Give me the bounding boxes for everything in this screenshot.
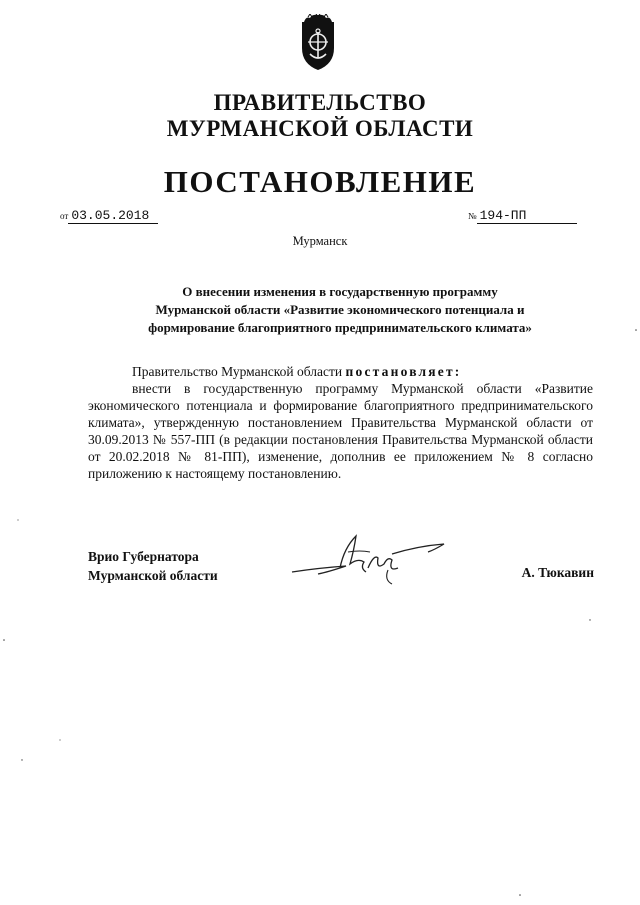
document-date	[60, 207, 158, 224]
document-body	[88, 363, 593, 482]
document-type: ПОСТАНОВЛЕНИЕ	[163, 164, 477, 199]
subject-line3: формирование благоприятного предпринимательского климата»	[148, 320, 532, 335]
subject-line1: О внесении изменения в государственную программу	[182, 284, 498, 299]
city: Мурманск	[292, 234, 348, 248]
document-number	[468, 207, 577, 224]
signatory-role	[88, 547, 218, 585]
body-paragraph: внести в государственную программу Мурманской области «Развитие экономического потенциала и формирование благоприятного предпринимательского климата», утвержденную постановлением Правительства Мурманской области от 30.09.2013 № 557-ПП (в редакции постановления Правительства Мурманской области от 20.02.2018 № 81-ПП), изменение, дополнив ее приложением № 8 согласно приложению к настоящему постановлению.	[88, 381, 593, 481]
org-name-line2: МУРМАНСКОЙ ОБЛАСТИ	[166, 116, 474, 141]
org-name-line1: ПРАВИТЕЛЬСТВО	[213, 90, 427, 115]
handwritten-signature	[288, 528, 448, 586]
subject-line2: Мурманской области «Развитие экономического потенциала и	[155, 302, 525, 317]
document-subject	[110, 283, 570, 337]
date-prefix: от	[60, 211, 69, 221]
role-line2: Мурманской области	[88, 568, 218, 583]
number-value: 194-ПП	[477, 208, 577, 224]
intro-text: Правительство Мурманской области	[132, 364, 346, 379]
date-value: 03.05.2018	[68, 208, 158, 224]
number-prefix: №	[468, 211, 477, 221]
resolves-verb: постановляет:	[345, 364, 462, 379]
body-intro	[88, 363, 593, 380]
coat-of-arms-icon	[296, 14, 340, 72]
signatory-name: А. Тюкавин	[521, 565, 594, 580]
role-line1: Врио Губернатора	[88, 549, 199, 564]
